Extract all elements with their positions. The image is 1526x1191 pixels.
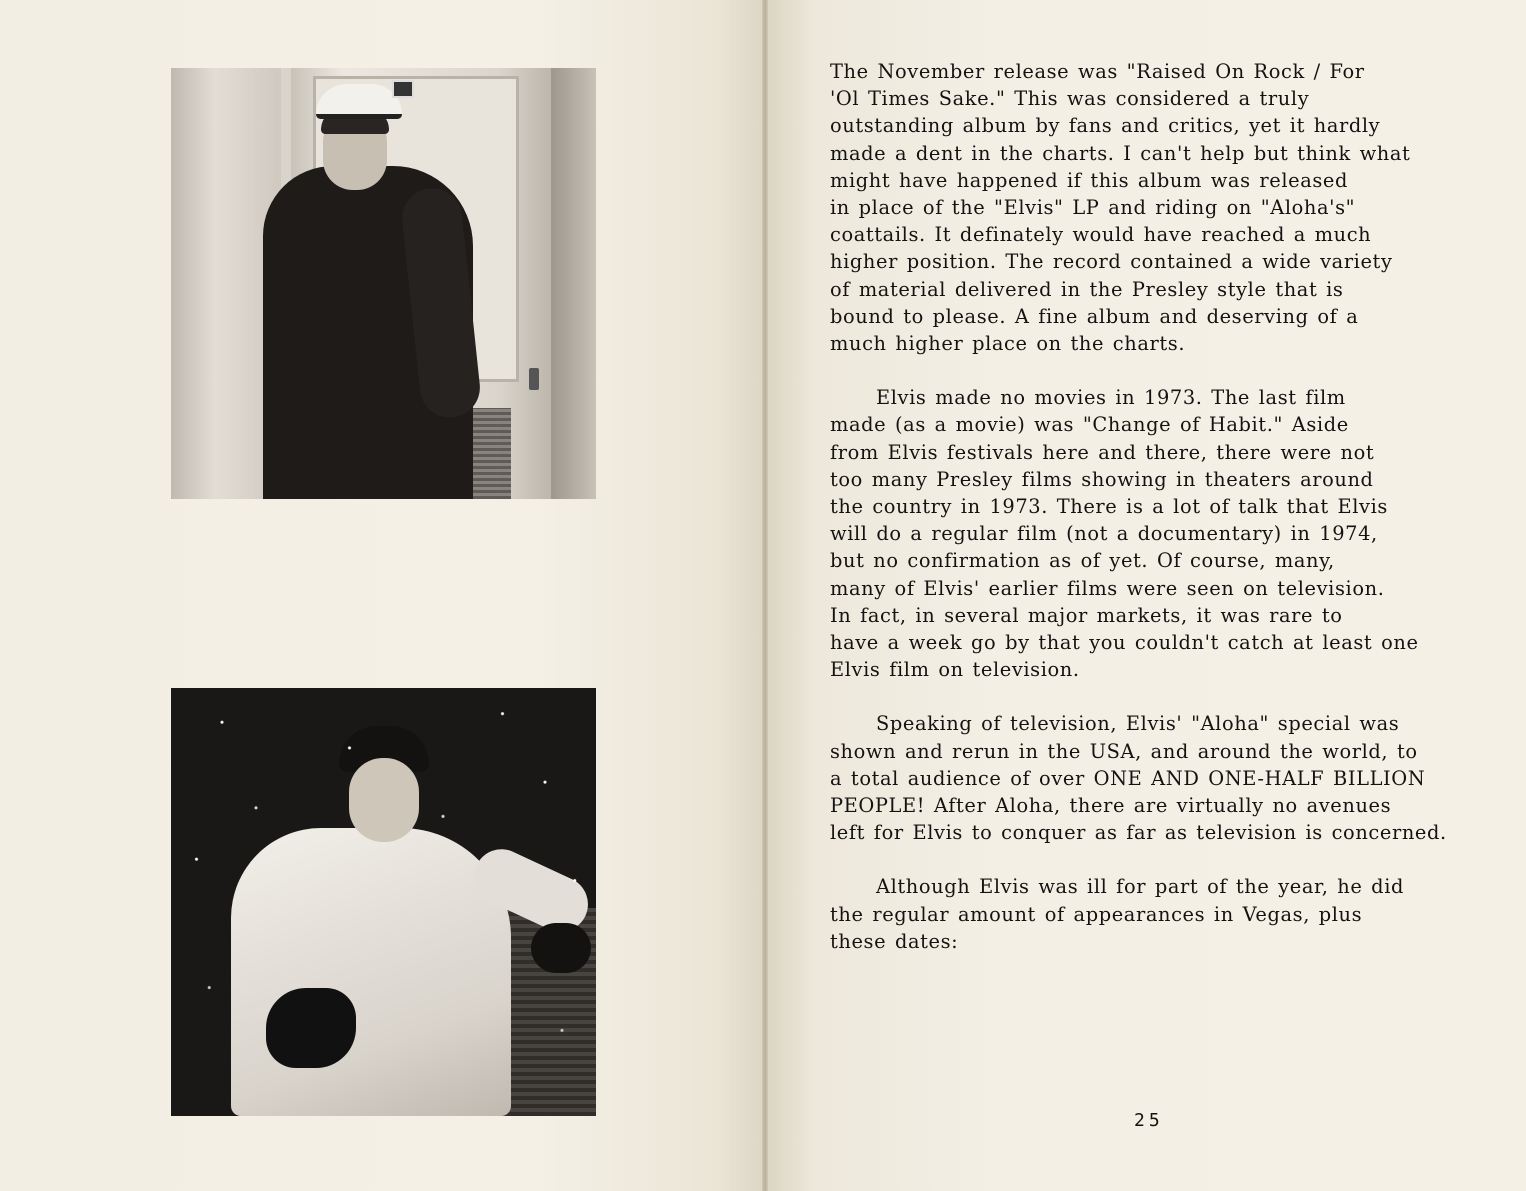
- text-line: shown and rerun in the USA, and around the world, to: [830, 739, 1418, 763]
- text-line: higher position. The record contained a wide variety: [830, 250, 1393, 274]
- paragraph-appearances: [830, 873, 1520, 955]
- paragraph-television: [830, 710, 1520, 846]
- text-line: bound to please. A fine album and deserving of a: [830, 304, 1359, 328]
- body-text: [830, 58, 1520, 982]
- text-line: outstanding album by fans and critics, yet it hardly: [830, 114, 1381, 138]
- text-line: the country in 1973. There is a lot of talk that Elvis: [830, 495, 1388, 519]
- text-line: have a week go by that you couldn't catch at least one: [830, 631, 1419, 655]
- text-line: in place of the "Elvis" LP and riding on "Aloha's": [830, 196, 1356, 220]
- text-line: Speaking of television, Elvis' "Aloha" special was: [876, 712, 1400, 736]
- text-line: many of Elvis' earlier films were seen on television.: [830, 576, 1385, 600]
- paragraph-album-release: [830, 58, 1520, 357]
- photo-man-in-captain-hat: [171, 68, 596, 499]
- page-number: 25: [1134, 1110, 1164, 1131]
- photo-man-in-white-sweater: [171, 688, 596, 1116]
- paragraph-movies: [830, 384, 1520, 683]
- text-line: In fact, in several major markets, it was rare to: [830, 603, 1343, 627]
- text-line: of material delivered in the Presley style that is: [830, 277, 1344, 301]
- text-line: Although Elvis was ill for part of the year, he did: [876, 875, 1405, 899]
- text-line: these dates:: [830, 929, 959, 953]
- text-line: much higher place on the charts.: [830, 332, 1186, 356]
- text-line: the regular amount of appearances in Vegas, plus: [830, 902, 1363, 926]
- text-line: too many Presley films showing in theaters around: [830, 467, 1374, 491]
- text-line: but no confirmation as of yet. Of course, many,: [830, 549, 1335, 573]
- text-line: Elvis film on television.: [830, 658, 1080, 682]
- text-line: might have happened if this album was released: [830, 168, 1349, 192]
- text-line: Elvis made no movies in 1973. The last film: [876, 386, 1346, 410]
- right-page: [768, 0, 1526, 1191]
- text-line: coattails. It definately would have reached a much: [830, 223, 1372, 247]
- text-line: from Elvis festivals here and there, there were not: [830, 440, 1375, 464]
- text-line: The November release was "Raised On Rock / For: [830, 60, 1365, 83]
- door-handle: [529, 368, 539, 390]
- text-line: made a dent in the charts. I can't help but think what: [830, 141, 1411, 165]
- text-line: PEOPLE! After Aloha, there are virtually no avenues: [830, 794, 1392, 818]
- text-line: made (as a movie) was "Change of Habit." Aside: [830, 413, 1349, 437]
- text-line: will do a regular film (not a documentary) in 1974,: [830, 522, 1378, 546]
- text-line: 'Ol Times Sake." This was considered a truly: [830, 87, 1310, 111]
- captain-hat: [316, 84, 402, 119]
- text-line: left for Elvis to conquer as far as television is concerned.: [830, 821, 1447, 845]
- text-line: a total audience of over ONE AND ONE-HALF BILLION: [830, 766, 1426, 790]
